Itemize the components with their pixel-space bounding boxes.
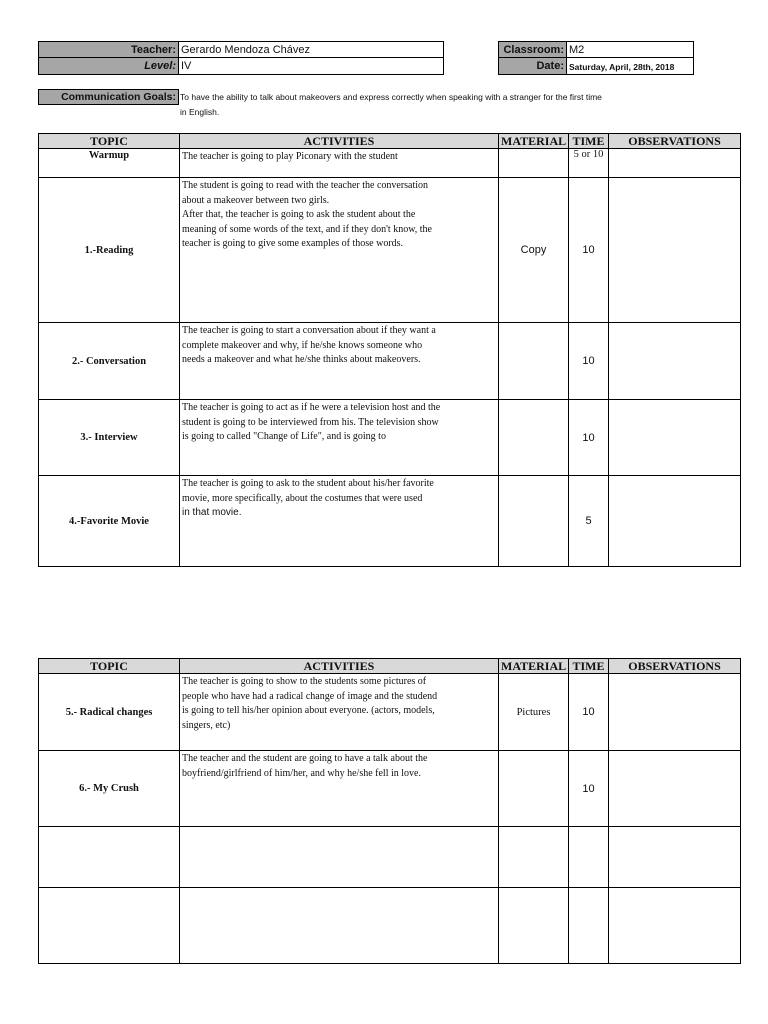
- material-cell: [499, 323, 569, 400]
- time-cell: 10: [569, 751, 609, 827]
- header-material: MATERIAL: [499, 134, 569, 149]
- table-header-row: [39, 659, 741, 674]
- activities-cell: [180, 178, 499, 323]
- observations-cell: [609, 888, 741, 964]
- observations-cell: [609, 323, 741, 400]
- activity-line: boyfriend/girlfriend of him/her, and why he/she fell in love.: [182, 767, 421, 779]
- date-value: Saturday, April, 28th, 2018: [567, 58, 694, 75]
- observations-cell: [609, 149, 741, 178]
- header-time: TIME: [569, 134, 609, 149]
- header-activities: ACTIVITIES: [180, 659, 499, 674]
- header-time: TIME: [569, 659, 609, 674]
- time-cell: 5 or 10: [569, 149, 609, 178]
- table-row: [39, 178, 741, 323]
- time-cell: [569, 827, 609, 888]
- material-cell: [499, 827, 569, 888]
- activities-cell: [180, 827, 499, 888]
- topic-cell: [39, 827, 180, 888]
- material-cell: Pictures: [499, 674, 569, 751]
- activity-line: The teacher is going to show to the students some pictures of: [182, 676, 427, 687]
- time-cell: 5: [569, 476, 609, 567]
- header-material: MATERIAL: [499, 659, 569, 674]
- time-cell: [569, 888, 609, 964]
- activity-line: The student is going to read with the teacher the conversation: [182, 180, 429, 191]
- time-cell: 10: [569, 178, 609, 323]
- lesson-plan-table-2: [38, 658, 741, 964]
- observations-cell: [609, 476, 741, 567]
- activities-cell: [180, 323, 499, 400]
- communication-goals-label: Communication Goals:: [38, 89, 179, 105]
- activities-cell: [180, 751, 499, 827]
- level-value: IV: [179, 58, 444, 75]
- table-row: [39, 476, 741, 567]
- goals-line-1: To have the ability to talk about makeovers and express correctly when speaking with a stranger for the first time: [180, 92, 602, 102]
- activity-line: people who have had a radical change of image and the studend: [182, 690, 438, 702]
- topic-cell: 6.- My Crush: [39, 751, 180, 827]
- activity-line: The teacher is going to start a conversation about if they want a: [182, 325, 436, 336]
- activities-cell: [180, 674, 499, 751]
- lesson-plan-table-1: [38, 133, 741, 567]
- activity-line: needs a makeover and what he/she thinks about makeovers.: [182, 354, 421, 365]
- level-label: Level:: [38, 58, 179, 75]
- header-topic: TOPIC: [39, 134, 180, 149]
- activity-line: The teacher and the student are going to have a talk about the: [182, 753, 428, 764]
- classroom-label: Classroom:: [498, 41, 567, 58]
- activity-line: movie, more specifically, about the costumes that were used: [182, 492, 423, 504]
- activity-line: singers, etc): [182, 719, 231, 731]
- topic-cell: 2.- Conversation: [39, 323, 180, 400]
- material-cell: [499, 888, 569, 964]
- activity-line: The teacher is going to ask to the student about his/her favorite: [182, 478, 434, 489]
- material-cell: [499, 149, 569, 178]
- activity-line: in that movie.: [182, 507, 242, 518]
- activity-line: student is going to be interviewed from his. The television show: [182, 416, 439, 428]
- material-cell: [499, 751, 569, 827]
- activity-line: teacher is going to give some examples of those words.: [182, 238, 404, 249]
- activities-cell: [180, 400, 499, 476]
- activities-cell: [180, 149, 499, 178]
- table-row: [39, 751, 741, 827]
- activity-line: meaning of some words of the text, and if they don't know, the: [182, 223, 432, 235]
- activities-cell: [180, 888, 499, 964]
- material-cell: [499, 400, 569, 476]
- classroom-value: M2: [567, 41, 694, 58]
- communication-goals-text: [180, 90, 680, 120]
- activity-line: is going to called "Change of Life", and is going to: [182, 431, 386, 442]
- table-row-empty: [39, 827, 741, 888]
- activity-line: is going to tell his/her opinion about everyone. (actors, models,: [182, 705, 435, 716]
- observations-cell: [609, 674, 741, 751]
- date-label: Date:: [498, 58, 567, 75]
- observations-cell: [609, 751, 741, 827]
- activity-line: about a makeover between two girls.: [182, 194, 330, 206]
- activities-cell: [180, 476, 499, 567]
- table-row: [39, 323, 741, 400]
- time-cell: 10: [569, 323, 609, 400]
- activity-line: The teacher is going to play Piconary with the student: [182, 151, 398, 162]
- teacher-label: Teacher:: [38, 41, 179, 58]
- header-observations: OBSERVATIONS: [609, 659, 741, 674]
- time-cell: 10: [569, 400, 609, 476]
- activity-line: complete makeover and why, if he/she knows someone who: [182, 339, 423, 351]
- material-cell: [499, 476, 569, 567]
- table-row: [39, 149, 741, 178]
- observations-cell: [609, 827, 741, 888]
- observations-cell: [609, 178, 741, 323]
- topic-cell: 1.-Reading: [39, 178, 180, 323]
- header-observations: OBSERVATIONS: [609, 134, 741, 149]
- material-cell: Copy: [499, 178, 569, 323]
- topic-cell: 5.- Radical changes: [39, 674, 180, 751]
- table-row: [39, 674, 741, 751]
- table-header-row: [39, 134, 741, 149]
- observations-cell: [609, 400, 741, 476]
- activity-line: After that, the teacher is going to ask the student about the: [182, 209, 416, 220]
- topic-cell: [39, 888, 180, 964]
- header-activities: ACTIVITIES: [180, 134, 499, 149]
- teacher-value: Gerardo Mendoza Chávez: [179, 41, 444, 58]
- topic-cell: Warmup: [39, 149, 180, 178]
- table-row-empty: [39, 888, 741, 964]
- topic-cell: 4.-Favorite Movie: [39, 476, 180, 567]
- activity-line: The teacher is going to act as if he were a television host and the: [182, 402, 441, 413]
- goals-line-2: in English.: [180, 107, 220, 117]
- table-row: [39, 400, 741, 476]
- header-topic: TOPIC: [39, 659, 180, 674]
- topic-cell: 3.- Interview: [39, 400, 180, 476]
- time-cell: 10: [569, 674, 609, 751]
